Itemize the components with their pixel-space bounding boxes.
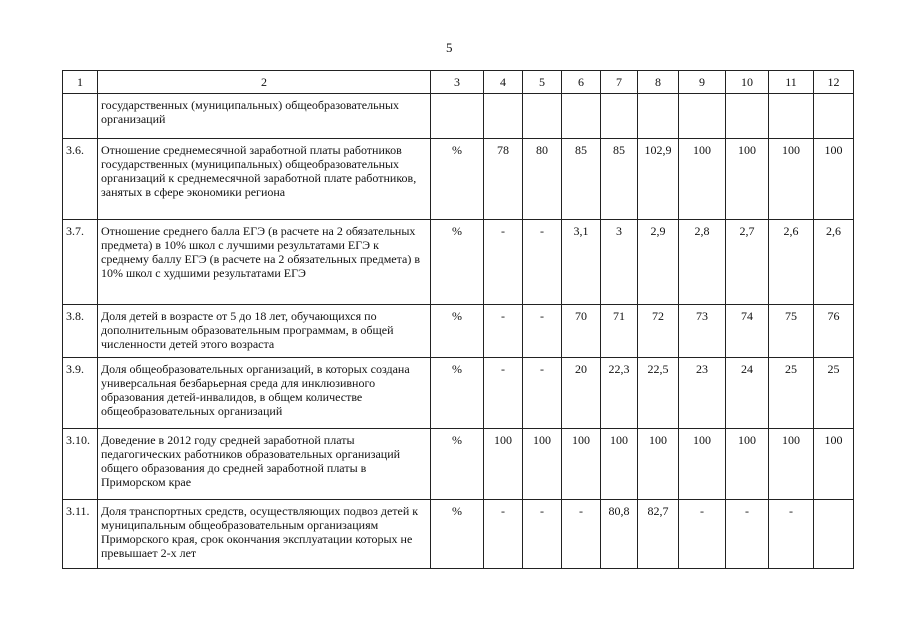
table-row [63,220,854,305]
indicator-text: Доля общеобразовательных организаций, в которых создана универсальная безбарьерная среда для инклюзивного образования детей-инвалидов, в общем количестве общеобразовательных организаций [98,358,431,429]
value-cell [769,94,814,139]
value-cell: 74 [726,305,769,358]
row-number: 3.9. [63,358,98,429]
value-cell [601,94,638,139]
value-cell: - [523,358,562,429]
value-cell: 22,5 [638,358,679,429]
indicator-text: Отношение среднемесячной заработной платы работников государственных (муниципальных) общеобразовательных организаций к среднемесячной заработной плате работников, занятых в сфере экономики региона [98,139,431,220]
value-cell [726,94,769,139]
value-cell: 100 [726,429,769,500]
column-number: 3 [431,71,484,94]
value-cell: 2,7 [726,220,769,305]
indicators-table [62,70,854,569]
value-cell: 20 [562,358,601,429]
row-number [63,94,98,139]
value-cell: 100 [601,429,638,500]
table-row [63,429,854,500]
value-cell: 76 [814,305,854,358]
column-number: 8 [638,71,679,94]
column-number: 5 [523,71,562,94]
row-number: 3.10. [63,429,98,500]
value-cell: 85 [562,139,601,220]
value-cell: 100 [679,429,726,500]
value-cell: - [726,500,769,569]
value-cell: - [484,305,523,358]
value-cell: 71 [601,305,638,358]
value-cell [814,94,854,139]
value-cell: 100 [769,429,814,500]
unit-cell: % [431,358,484,429]
value-cell [523,94,562,139]
column-number: 1 [63,71,98,94]
value-cell: 25 [814,358,854,429]
value-cell: 24 [726,358,769,429]
table-row [63,94,854,139]
unit-cell: % [431,220,484,305]
value-cell: 100 [523,429,562,500]
value-cell: 25 [769,358,814,429]
unit-cell [431,94,484,139]
row-number: 3.8. [63,305,98,358]
table-row [63,358,854,429]
column-number: 7 [601,71,638,94]
row-number: 3.11. [63,500,98,569]
value-cell: 100 [814,139,854,220]
value-cell: 2,9 [638,220,679,305]
indicator-text: Отношение среднего балла ЕГЭ (в расчете на 2 обязательных предмета) в 10% школ с лучшими результатами ЕГЭ к среднему баллу ЕГЭ (в расчете на 2 обязательных предмета) в 10% школ с худшими результатами ЕГЭ [98,220,431,305]
row-number: 3.6. [63,139,98,220]
value-cell [484,94,523,139]
value-cell: 78 [484,139,523,220]
value-cell: 3,1 [562,220,601,305]
value-cell: 100 [769,139,814,220]
value-cell: 100 [562,429,601,500]
column-number: 9 [679,71,726,94]
column-number: 4 [484,71,523,94]
page-number: 5 [446,40,453,55]
value-cell: - [562,500,601,569]
value-cell: 22,3 [601,358,638,429]
column-number: 12 [814,71,854,94]
indicator-text: Доведение в 2012 году средней заработной платы педагогических работников образовательных организаций общего образования до средней заработной платы в Приморском крае [98,429,431,500]
value-cell: - [523,305,562,358]
value-cell: - [523,220,562,305]
value-cell: 85 [601,139,638,220]
value-cell: 72 [638,305,679,358]
value-cell: 80,8 [601,500,638,569]
column-number: 11 [769,71,814,94]
column-number-row [63,71,854,94]
value-cell: 102,9 [638,139,679,220]
table-row [63,305,854,358]
value-cell: 2,6 [814,220,854,305]
row-number: 3.7. [63,220,98,305]
value-cell: - [769,500,814,569]
value-cell: 3 [601,220,638,305]
value-cell: - [523,500,562,569]
value-cell [638,94,679,139]
column-number: 2 [98,71,431,94]
value-cell: - [679,500,726,569]
unit-cell: % [431,500,484,569]
value-cell: - [484,358,523,429]
value-cell: 2,6 [769,220,814,305]
column-number: 6 [562,71,601,94]
value-cell: 100 [484,429,523,500]
value-cell: 82,7 [638,500,679,569]
unit-cell: % [431,139,484,220]
value-cell: 100 [679,139,726,220]
value-cell: - [484,500,523,569]
indicator-text: Доля транспортных средств, осуществляющих подвоз детей к муниципальным общеобразовательным организациям Приморского края, срок окончания эксплуатации которых не превышает 2-х лет [98,500,431,569]
value-cell [679,94,726,139]
value-cell: 80 [523,139,562,220]
table-body [63,71,854,569]
value-cell: 100 [814,429,854,500]
value-cell: 100 [638,429,679,500]
unit-cell: % [431,429,484,500]
indicator-text: государственных (муниципальных) общеобразовательных организаций [98,94,431,139]
value-cell: 2,8 [679,220,726,305]
table-row [63,500,854,569]
value-cell: 75 [769,305,814,358]
value-cell [562,94,601,139]
table-row [63,139,854,220]
value-cell [814,500,854,569]
unit-cell: % [431,305,484,358]
value-cell: - [484,220,523,305]
value-cell: 73 [679,305,726,358]
value-cell: 100 [726,139,769,220]
value-cell: 23 [679,358,726,429]
value-cell: 70 [562,305,601,358]
column-number: 10 [726,71,769,94]
indicator-text: Доля детей в возрасте от 5 до 18 лет, обучающихся по дополнительным образовательным программам, в общей численности детей этого возраста [98,305,431,358]
